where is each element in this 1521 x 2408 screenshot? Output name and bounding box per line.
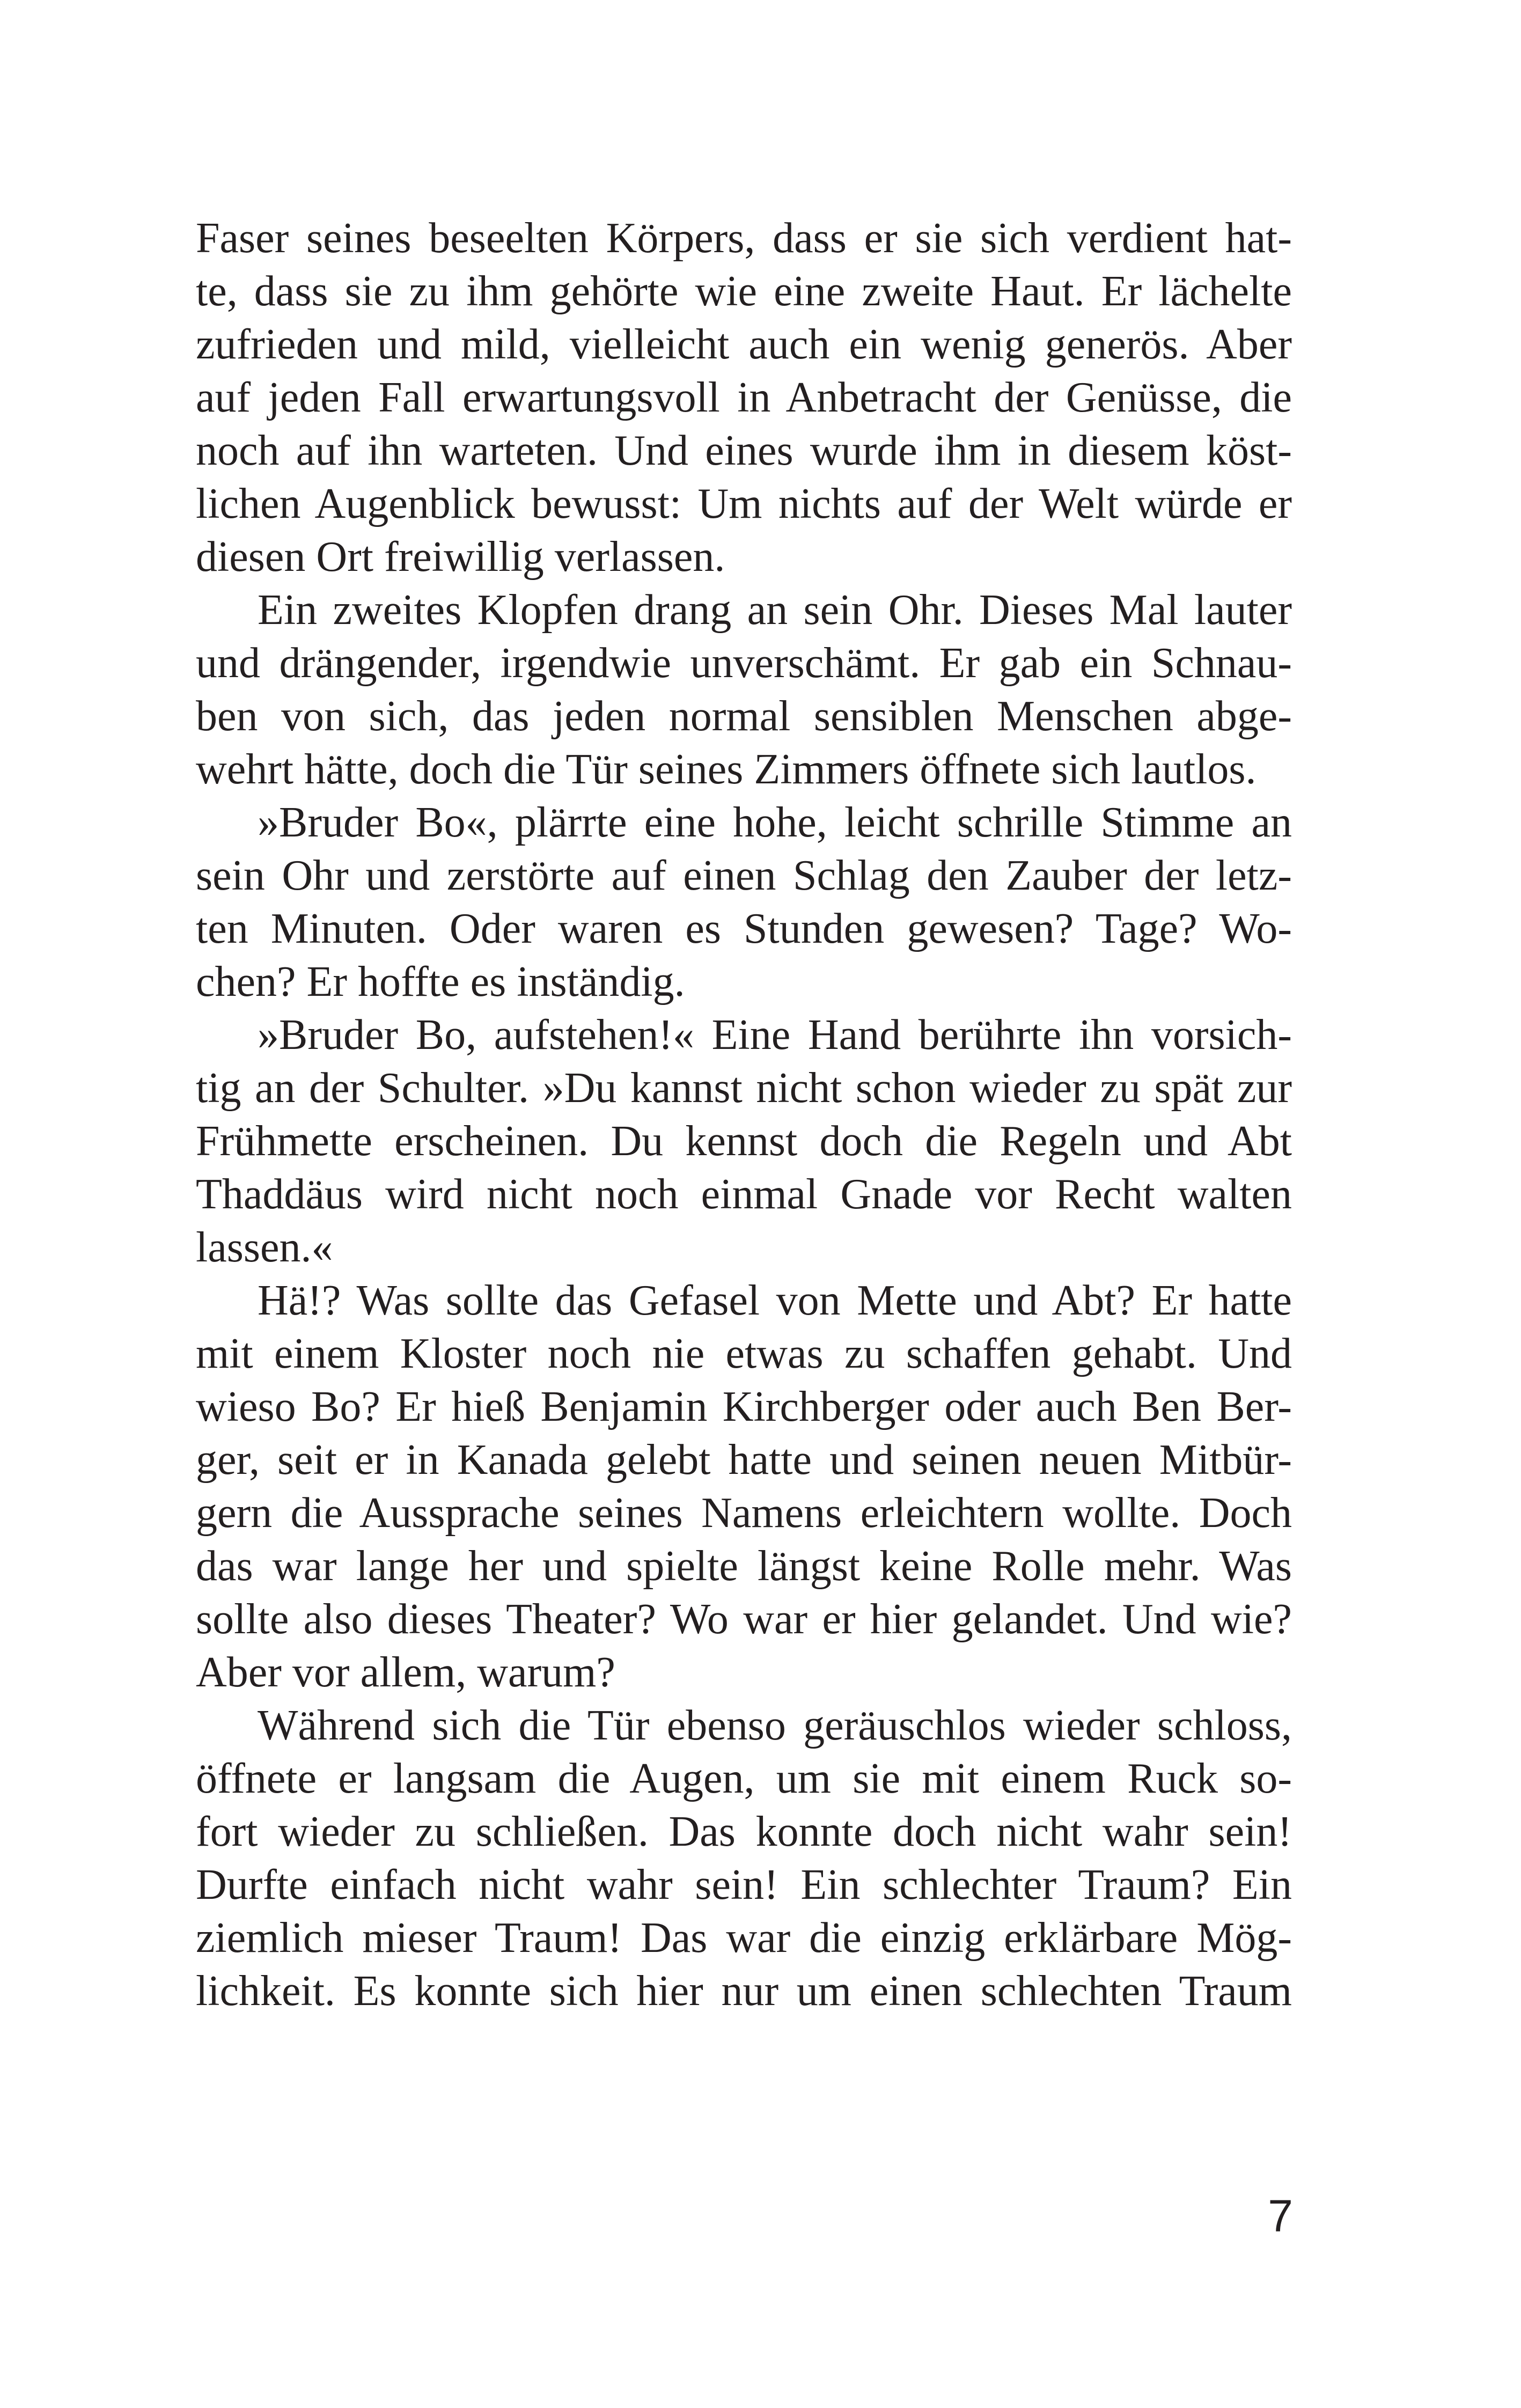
- text-line: diesen Ort freiwillig verlassen.: [196, 533, 725, 581]
- text-line: öffnete er langsam die Augen, um sie mit einem Ruck so-: [196, 1755, 1292, 1802]
- text-line: Hä!? Was sollte das Gefasel von Mette und Abt? Er hatte: [258, 1277, 1292, 1324]
- text-line: Frühmette erscheinen. Du kennst doch die Regeln und Abt: [196, 1118, 1292, 1165]
- paragraph: [196, 796, 1292, 1009]
- paragraph: [196, 1009, 1292, 1274]
- body-text: [196, 212, 1292, 2018]
- text-line: mit einem Kloster noch nie etwas zu schaffen gehabt. Und: [196, 1330, 1292, 1377]
- text-line: »Bruder Bo, aufstehen!« Eine Hand berührte ihn vorsich-: [258, 1011, 1292, 1059]
- text-line: auf jeden Fall erwartungsvoll in Anbetracht der Genüsse, die: [196, 374, 1292, 421]
- text-line: wieso Bo? Er hieß Benjamin Kirchberger oder auch Ben Ber-: [196, 1383, 1292, 1430]
- text-line: tig an der Schulter. »Du kannst nicht schon wieder zu spät zur: [196, 1064, 1292, 1112]
- text-line: das war lange her und spielte längst keine Rolle mehr. Was: [196, 1543, 1292, 1590]
- paragraph: [196, 584, 1292, 796]
- text-line: zufrieden und mild, vielleicht auch ein wenig generös. Aber: [196, 321, 1292, 368]
- text-line: ben von sich, das jeden normal sensiblen Menschen abge-: [196, 693, 1292, 740]
- text-line: Ein zweites Klopfen drang an sein Ohr. Dieses Mal lauter: [258, 586, 1292, 634]
- paragraph: [196, 212, 1292, 584]
- text-line: sollte also dieses Theater? Wo war er hier gelandet. Und wie?: [196, 1596, 1292, 1643]
- paragraph: [196, 1699, 1292, 2018]
- page-number: 7: [1268, 2191, 1293, 2241]
- text-line: wehrt hätte, doch die Tür seines Zimmers öffnete sich lautlos.: [196, 746, 1257, 793]
- text-line: Thaddäus wird nicht noch einmal Gnade vor Recht walten: [196, 1171, 1292, 1218]
- text-line: lassen.«: [196, 1224, 333, 1271]
- text-line: Aber vor allem, warum?: [196, 1649, 615, 1696]
- text-line: Faser seines beseelten Körpers, dass er sie sich verdient hat-: [196, 215, 1292, 262]
- text-line: Während sich die Tür ebenso geräuschlos wieder schloss,: [258, 1702, 1292, 1749]
- text-line: chen? Er hoffte es inständig.: [196, 958, 685, 1005]
- text-line: Durfte einfach nicht wahr sein! Ein schlechter Traum? Ein: [196, 1861, 1292, 1908]
- text-line: sein Ohr und zerstörte auf einen Schlag den Zauber der letz-: [196, 852, 1292, 899]
- text-line: te, dass sie zu ihm gehörte wie eine zweite Haut. Er lächelte: [196, 268, 1292, 315]
- text-line: noch auf ihn warteten. Und eines wurde ihm in diesem köst-: [196, 427, 1292, 474]
- text-line: ger, seit er in Kanada gelebt hatte und seinen neuen Mitbür-: [196, 1436, 1292, 1484]
- text-line: gern die Aussprache seines Namens erleichtern wollte. Doch: [196, 1489, 1292, 1537]
- text-line: lichkeit. Es konnte sich hier nur um einen schlechten Traum: [196, 1967, 1292, 2015]
- paragraph: [196, 1274, 1292, 1699]
- text-line: ziemlich mieser Traum! Das war die einzig erklärbare Mög-: [196, 1914, 1292, 1962]
- text-line: und drängender, irgendwie unverschämt. Er gab ein Schnau-: [196, 640, 1292, 687]
- text-line: lichen Augenblick bewusst: Um nichts auf der Welt würde er: [196, 480, 1292, 527]
- text-line: »Bruder Bo«, plärrte eine hohe, leicht schrille Stimme an: [258, 799, 1292, 846]
- text-line: ten Minuten. Oder waren es Stunden gewesen? Tage? Wo-: [196, 905, 1292, 952]
- text-line: fort wieder zu schließen. Das konnte doch nicht wahr sein!: [196, 1808, 1292, 1855]
